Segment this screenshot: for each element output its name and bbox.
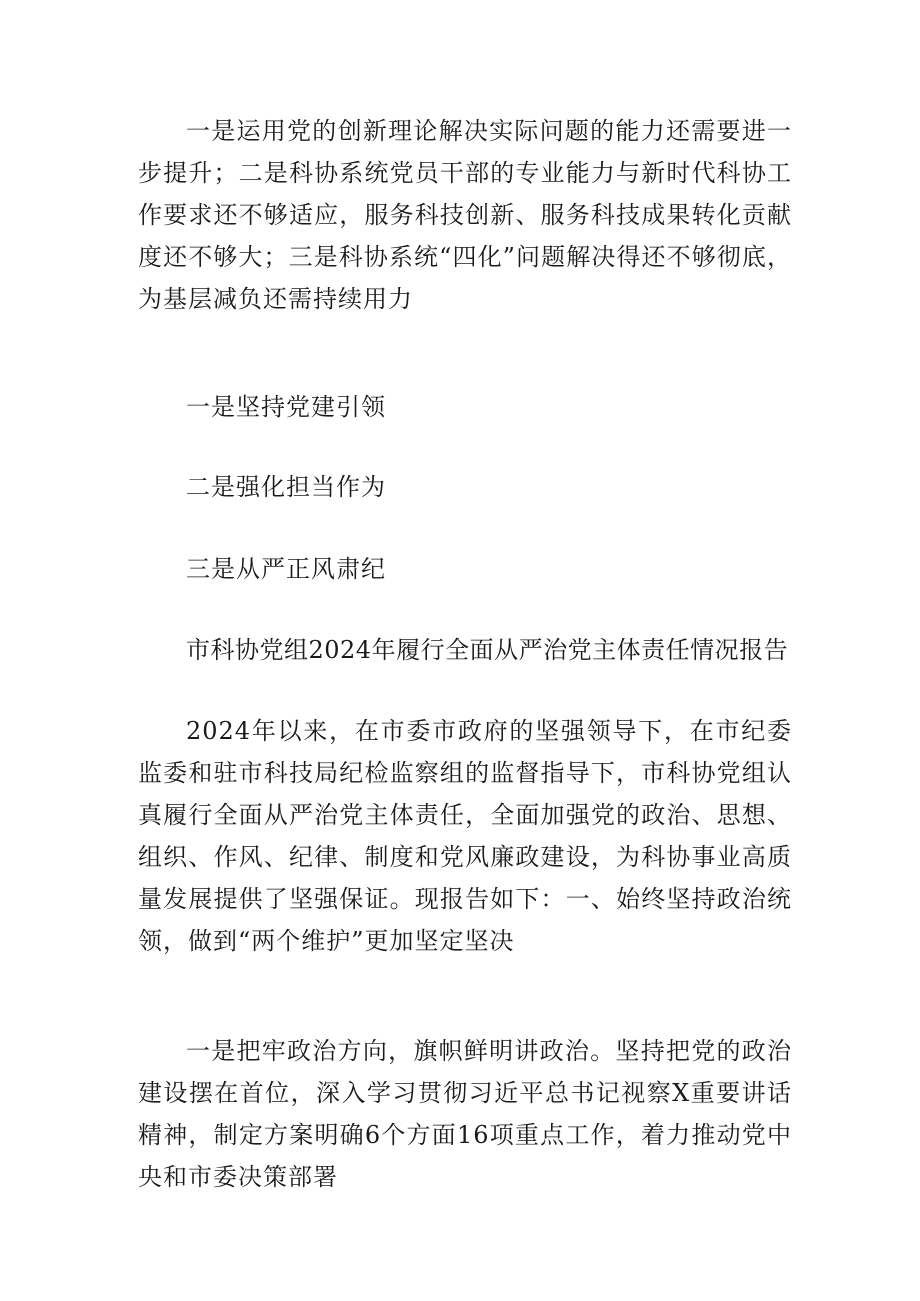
measure-item-3: 三是从严正风肃纪 xyxy=(186,555,386,583)
measure-item-2: 二是强化担当作为 xyxy=(186,473,386,501)
measure-item-1: 一是坚持党建引领 xyxy=(186,393,386,421)
problems-paragraph: 一是运用党的创新理论解决实际问题的能力还需要进一步提升；二是科协系统党员干部的专业能力与新时代科协工作要求还不够适应，服务科技创新、服务科技成果转化贡献度还不够大；三是科协系统“四化”问题解决得还不够彻底，为基层减负还需持续用力 xyxy=(138,117,792,313)
political-direction-paragraph: 一是把牢政治方向，旗帜鲜明讲政治。坚持把党的政治建设摆在首位，深入学习贯彻习近平总书记视察X重要讲话精神，制定方案明确6个方面16项重点工作，着力推动党中央和市委决策部署 xyxy=(138,1037,792,1191)
report-title: 市科协党组2024年履行全面从严治党主体责任情况报告 xyxy=(186,636,789,664)
report-intro-paragraph: 2024年以来，在市委市政府的坚强领导下，在市纪委监委和驻市科技局纪检监察组的监督指导下，市科协党组认真履行全面从严治党主体责任，全面加强党的政治、思想、组织、作风、纪律、制度和党风廉政建设，为科协事业高质量发展提供了坚强保证。现报告如下：一、始终坚持政治统领，做到“两个维护”更加坚定坚决 xyxy=(138,717,792,955)
